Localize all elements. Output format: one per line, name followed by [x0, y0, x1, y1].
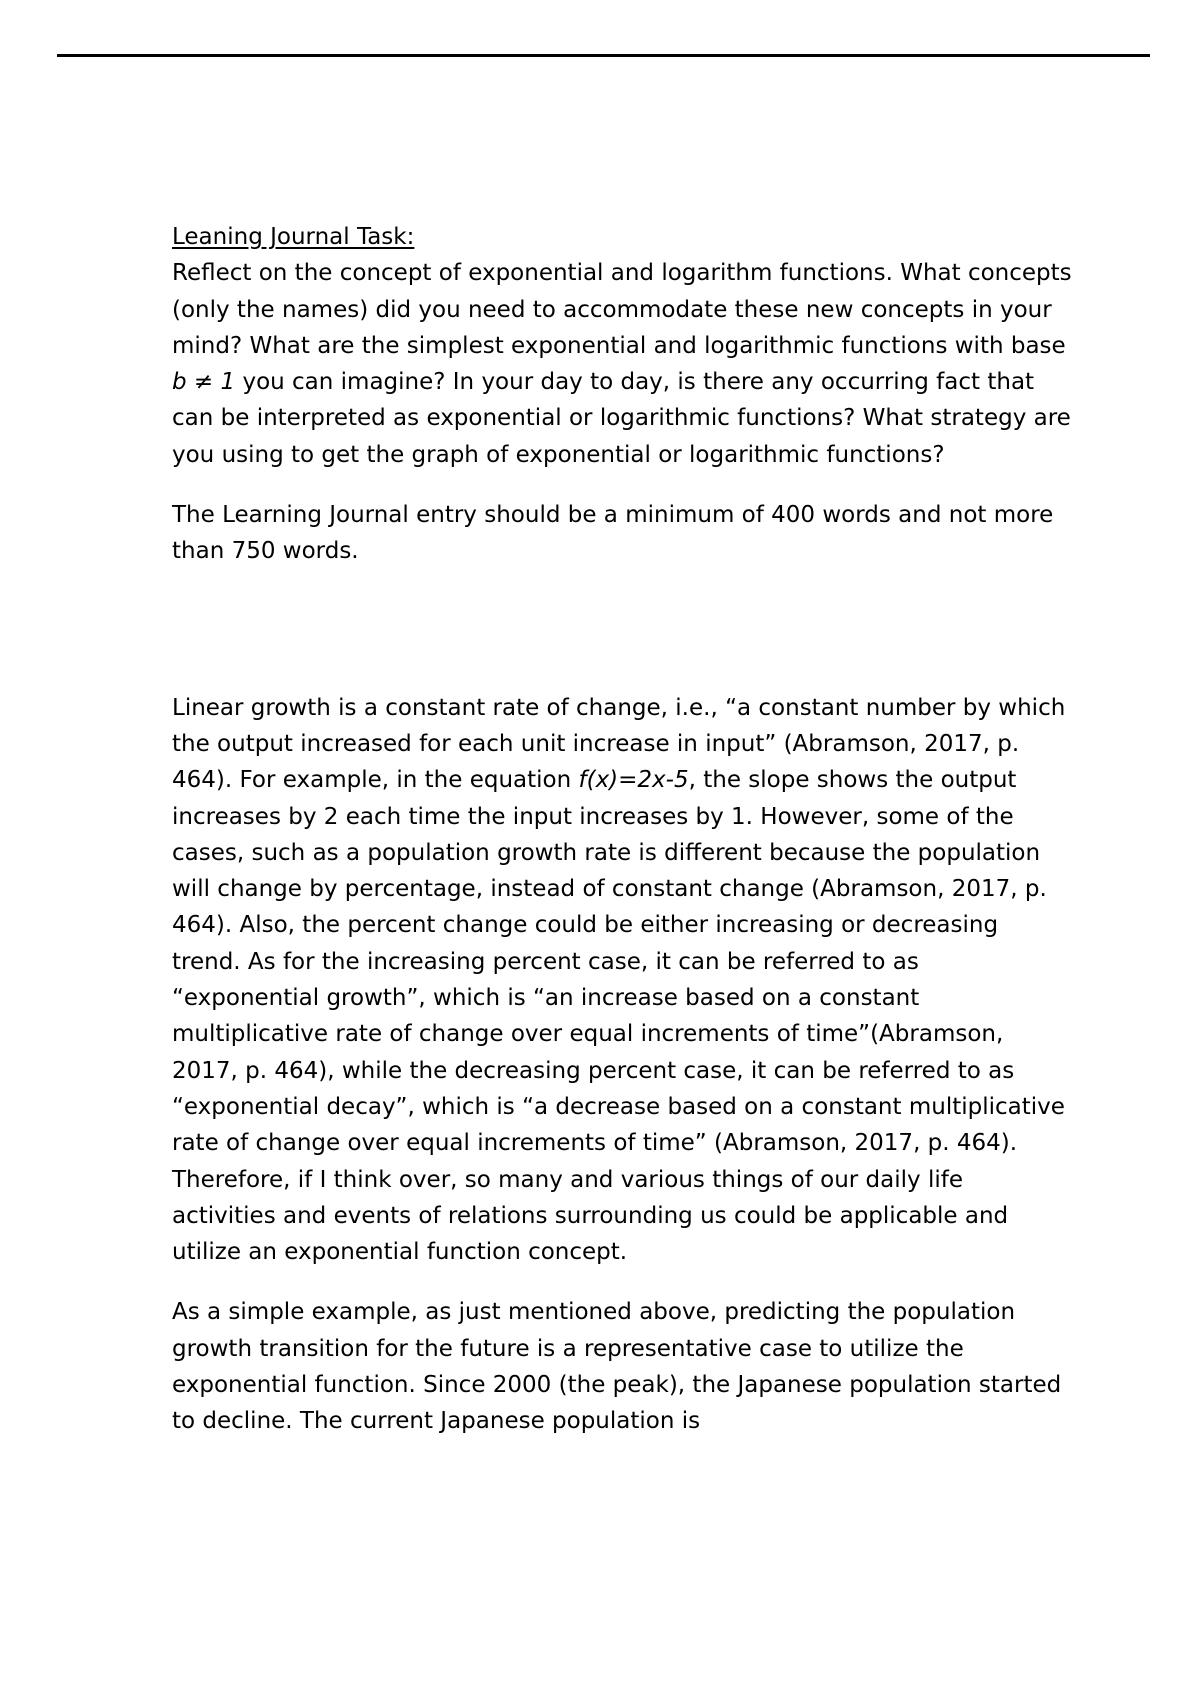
task-heading: Leaning Journal Task:	[172, 224, 415, 250]
word-count-requirement: The Learning Journal entry should be a minimum of 400 words and not more than 750 words.	[172, 502, 1054, 565]
paragraph-text-1: Linear growth is a constant rate of change, i.e., “a constant number by which the output increased for each unit increase in input” (Abramson, 2017, p. 464). For example, in the equation	[172, 694, 1066, 794]
body-paragraph-linear-growth	[172, 690, 1072, 1271]
header-rule	[57, 54, 1150, 57]
task-prompt-text-1: Reflect on the concept of exponential and logarithm functions. What concepts (only the names) did you need to accommodate these new concepts in your mind? What are the simplest exponential and logarithmic functions with base	[172, 260, 1072, 359]
task-prompt	[172, 255, 1072, 473]
base-condition-math: b ≠ 1	[172, 369, 236, 396]
document-body	[172, 219, 1072, 1464]
paragraph-text-2: , the slope shows the output increases by 2 each time the input increases by 1. However, some of the cases, such as a population growth rate is different because the population will change by percentage, instead of constant change (Abramson, 2017, p. 464). Also, the percent change could be either increasing or decreasing trend. As for the increasing percent case, it can be referred to as “exponential growth”, which is “an increase based on a constant multiplicative rate of change over equal increments of time”(Abramson, 2017, p. 464), while the decreasing percent case, it can be referred to as “exponential decay”, which is “a decrease based on a constant multiplicative rate of change over equal increments of time” (Abramson, 2017, p. 464). Therefore, if I think over, so many and various things of our daily life activities and events of relations surrounding us could be applicable and utilize an exponential function concept.	[172, 767, 1065, 1266]
linear-equation-math: f(x)=2x-5	[578, 767, 689, 794]
task-prompt-text-2: you can imagine? In your day to day, is there any occurring fact that can be interpreted as exponential or logarithmic functions? What strategy are you using to get the graph of exponential or logarithmic functions?	[172, 369, 1071, 468]
body-paragraph-population-example: As a simple example, as just mentioned above, predicting the population growth transition for the future is a representative case to utilize the exponential function. Since 2000 (the peak), the Japanese population started to decline. The current Japanese population is	[172, 1299, 1062, 1435]
